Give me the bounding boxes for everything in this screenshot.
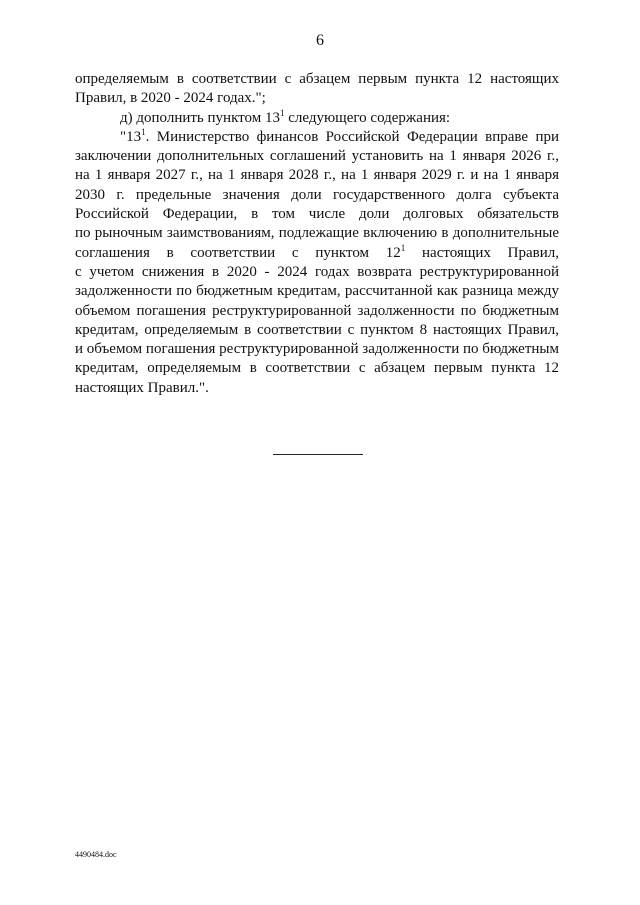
text-line: и объемом погашения реструктурированной задолженности по бюджетным bbox=[75, 341, 559, 358]
item-number: "13 bbox=[120, 128, 142, 145]
paragraph-continuation bbox=[75, 70, 559, 109]
text-line: кредитам, определяемым в соответствии с пунктом 8 настоящих Правил, bbox=[75, 321, 559, 338]
text-line: по рыночным заимствованиям, подлежащие включению в дополнительные bbox=[75, 225, 559, 242]
text-line: заключении дополнительных соглашений установить на 1 января 2026 г., bbox=[75, 148, 559, 165]
end-divider bbox=[273, 454, 363, 455]
text-line: настоящих Правил.". bbox=[75, 379, 209, 396]
text-line: 2030 г. предельные значения доли государственного долга субъекта bbox=[75, 186, 559, 203]
item-text: . Министерство финансов Российской Федерации вправе при bbox=[145, 128, 559, 145]
paragraph-item-13-1 bbox=[75, 128, 559, 398]
superscript: 1 bbox=[141, 126, 146, 137]
page-number: 6 bbox=[316, 32, 324, 49]
footer-file-name: 4490484.doc bbox=[75, 850, 117, 859]
item-text: соглашения в соответствии с пунктом 12 bbox=[75, 244, 401, 261]
item-text: настоящих Правил, bbox=[405, 244, 559, 261]
amendment-text: д) дополнить пунктом 13 bbox=[120, 109, 280, 126]
text-line: на 1 января 2027 г., на 1 января 2028 г., на 1 января 2029 г. и на 1 января bbox=[75, 167, 559, 184]
text-line: кредитам, определяемым в соответствии с абзацем первым пункта 12 bbox=[75, 360, 559, 377]
text-line: определяемым в соответствии с абзацем первым пункта 12 настоящих bbox=[75, 71, 559, 87]
amendment-text: следующего содержания: bbox=[284, 109, 451, 126]
superscript: 1 bbox=[279, 107, 285, 118]
paragraph-amendment-d bbox=[75, 109, 559, 128]
text-line bbox=[75, 128, 559, 147]
text-line: задолженности по бюджетным кредитам, рассчитанной как разница между bbox=[75, 283, 559, 300]
text-line: Российской Федерации, в том числе доли долговых обязательств bbox=[75, 206, 559, 223]
text-line bbox=[75, 244, 559, 263]
document-body bbox=[75, 70, 559, 398]
text-line: с учетом снижения в 2020 - 2024 годах возврата реструктурированной bbox=[75, 263, 559, 280]
text-line: Правил, в 2020 - 2024 годах."; bbox=[75, 90, 266, 107]
text-line: объемом погашения реструктурированной задолженности по бюджетным bbox=[75, 302, 559, 319]
superscript: 1 bbox=[400, 242, 406, 253]
